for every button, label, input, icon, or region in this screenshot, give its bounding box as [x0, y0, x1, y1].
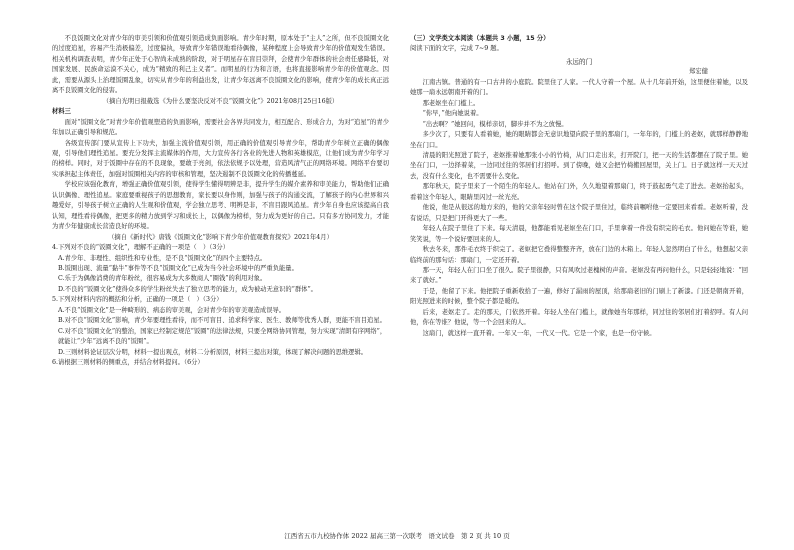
page-footer: 江西省五市九校协作体 2022 届高三第一次联考 语文试卷 第 2 页 共 10 页	[284, 532, 510, 540]
material-3-heading: 材料三	[52, 108, 71, 116]
story-title: 永远的门	[565, 57, 593, 66]
story-paragraph: 清晨的阳光照进了院子，老妪推着她那张小小的竹椅，从门口走出来，打开院门，把一天的生活都摆在了院子里。她坐在门口，一边择着菜，一边同过往的邻居们打招呼。到了傍晚，她又会把竹椅搬回屋里，关上门。日子就这样一天天过去，没有什么变化，也不需要什么变化。	[410, 151, 748, 180]
story-paragraph: 后来，老妪走了。走的那天，门依然开着。年轻人坐在门槛上，就像她当年那样，同过往的邻居们打着招呼。有人问他，你在等谁？他说，等一个会回来的人。	[410, 308, 748, 327]
question-6: 6.请根据三则材料的侧重点，并结合材料提问。（6分）	[52, 359, 204, 367]
question-5: 5.下列对材料内容的概括和分析，正确的一项是（ ）（3分）	[52, 296, 223, 304]
left-column	[52, 34, 389, 369]
section-3-heading: （三）文学类文本阅读（本题共 3 小题，15 分）	[410, 35, 550, 42]
question-5-option-b: B.对不良“饭圈文化”影响，青少年要理性看待，而不可盲目、追求科学家、医生、教师等优秀人群，更能不盲目追星。	[58, 317, 386, 325]
material-2-paragraph: 不良饭圈文化对青少年的审美引领和价值观引领造成负面影响。青少年时期，原本处于“主人”之所，但不良饭圈文化的过度追星，容易产生消极偏差，过度偏执，导致青少年错误地看待偶像，某种程度上会导致青少年的价值观发生错误。相关机构调查表明，青少年正处于心智尚未成熟的阶段，对于明星存在盲目崇拜，会使青少年群体的社会责任感降低，对国家发展、民族命运漠不关心，成为“精致的利己主义者”。而明星的行为和言语，也将直接影响青少年的价值观念。因此，需要从源头上治理饭圈乱象，切实从青少年的利益出发，让青少年远离不良饭圈文化的影响，使青少年的成长真正远离不良饭圈文化的侵害。	[52, 35, 389, 95]
story-paragraph: “你早，”他向她说着。	[422, 110, 483, 118]
story-paragraph: 那老妪坐在门槛上。	[422, 99, 480, 107]
story-paragraph: 多少次了，只要有人看着她，她的眼睛都会无意识地望向院子里的那扇门，一年年的，门槛上的老妪，就那样静静地坐在门口。	[410, 131, 748, 149]
question-4-option-d: D.不良的“饭圈文化”使得众多的学生粉丝失去了独立思考的能力，成为被动无意识的“群体”。	[58, 285, 317, 293]
story-paragraph: 那年秋天，院子里来了一个陌生的年轻人。他站在门外，久久地望着那扇门，终于鼓起勇气走了进去。老妪抬起头，看着这个年轻人，眼睛里闪过一丝光亮。	[410, 183, 748, 201]
right-column	[410, 34, 748, 339]
material-3-paragraph-2: 各级宣传部门要从宣传上下功夫，加强主流价值观引领，用正确的价值观引导青少年，帮助青少年树立正确的偶像观，引导他们理性追星。要充分发挥主流媒体的作用，大力宣传各行各业的先进人物和英雄模范，让他们成为青少年学习的榜样。同时，对于饭圈中存在的不良现象，要敢于亮剑，依法依规予以处理，营造风清气正的网络环境。网络平台要切实承担起主体责任，加强对饭圈相关内容的审核和管理，坚决遏制不良饭圈文化的传播蔓延。	[52, 139, 389, 178]
question-5-option-c: C.对不良“饭圈文化”的整治，国家已经制定规范“饭圈”的法律法规，只要全网络协同管理，努力实现“清朗有序网络”，就能让“少年”远离不良的“饭圈”。	[58, 327, 387, 346]
story-author: 郑宏健	[689, 68, 708, 76]
story-paragraph: 江南古镇。普通的有一口古井的小庭院。院里住了人家。一代人守着一个屋。从十几年前开始，这里便住着她，以及她那一扇永远朝南开着的门。	[410, 78, 748, 97]
question-5-option-a: A.不良“饭圈文化”是一种畸形的、病态的审美观，会对青少年的审美观造成误导。	[58, 306, 286, 314]
story-paragraph: “出去啊？”她回问，模样亲切，脚步并不为之放慢。	[422, 120, 568, 128]
material-3-paragraph-1: 面对“饭圈文化”对青少年价值观塑造的负面影响，需要社会各界共同发力，相互配合、形成合力，为对“追星”的青少年加以正确引导和规范。	[52, 118, 389, 137]
question-5-option-d: D.三则材料论证层次分明，材料一提出观点，材料二分析原因，材料三提出对策，体现了解决问题的思维逻辑。	[58, 348, 368, 356]
story-paragraph: 秋去冬来，那件毛衣终于织完了。老妪把它叠得整整齐齐，放在门边的木箱上。年轻人忽然明白了什么，他想起父亲临终前的那句话：那扇门，一定还开着。	[410, 246, 748, 264]
question-4-option-a: A.青少年、非理性、组织性和专业性，是不良“饭圈文化”的四个主要特点。	[58, 254, 267, 262]
story-paragraph: 年轻人在院子里住了下来。每天清晨，他都能看见老妪坐在门口，手里拿着一件没有织完的毛衣。他问她在等谁，她笑笑说，等一个说好要回来的人。	[410, 225, 748, 243]
material-3-source: （摘自《新时代》唐钱《饭圈文化”影响下青少年价值观教育探究》2021年4月）	[108, 233, 333, 241]
story-paragraph: 他说，他是从很远的地方来的，他的父亲年轻时曾在这个院子里住过，临终前嘱咐他一定要回来看看。老妪听着，没有说话，只是把门开得更大了一些。	[410, 204, 748, 222]
question-4-option-c: C.乐于为偶像消费的青年粉丝，很容易成为大多数商人“圈钱”的利用对象。	[58, 275, 267, 283]
story-paragraph: 那一天，年轻人在门口坐了很久。院子里很静，只有风吹过老槐树的声音。老妪没有再问他什么，只是轻轻地说：“回来了就好。”	[410, 266, 748, 285]
question-4-option-b: B.饭圈出现、流量“黏牛”事件等不良“饭圈文化”已成为当今社会环境中的严重负能量。	[58, 264, 298, 272]
story-paragraph: 这扇门，就这样一直开着。一年又一年，一代又一代。它是一个家，也是一份守候。	[422, 329, 656, 337]
section-3-instruction: 阅读下面的文字，完成 7~9 题。	[410, 45, 503, 53]
material-3-paragraph-3: 学校应该强化教育，增强正确价值观引领，使得学生懂得明辨是非，提升学生的媒介素养和审美能力，帮助他们正确认识偶像、理性追星。家庭要重视孩子的思想教育，家长要以身作则，加强与孩子的沟通交流，了解孩子的内心世界和兴趣爱好，引导孩子树立正确的人生观和价值观，学会独立思考、明辨是非，不盲目跟风追星。青少年自身也应该提高自我认知，理性看待偶像，把更多的精力放到学习和成长上，以偶像为榜样，努力成为更好的自己。只有多方协同发力，才能为青少年健康成长营造良好的环境。	[52, 181, 389, 231]
question-4: 4.下列对不良的“饭圈文化”，理解不正确的一项是（ ）（3分）	[52, 244, 230, 252]
story-paragraph: 于是，他留了下来。他把院子重新收拾了一遍，修好了漏雨的屋顶，给那扇老旧的门刷上了新漆。门还是朝南开着，阳光照进来的时候，整个院子都是暖的。	[410, 287, 748, 306]
material-2-source: （摘自光明日报截选《为什么要坚决反对不良“饭圈文化”》2021年08月25日16版）	[102, 97, 339, 105]
